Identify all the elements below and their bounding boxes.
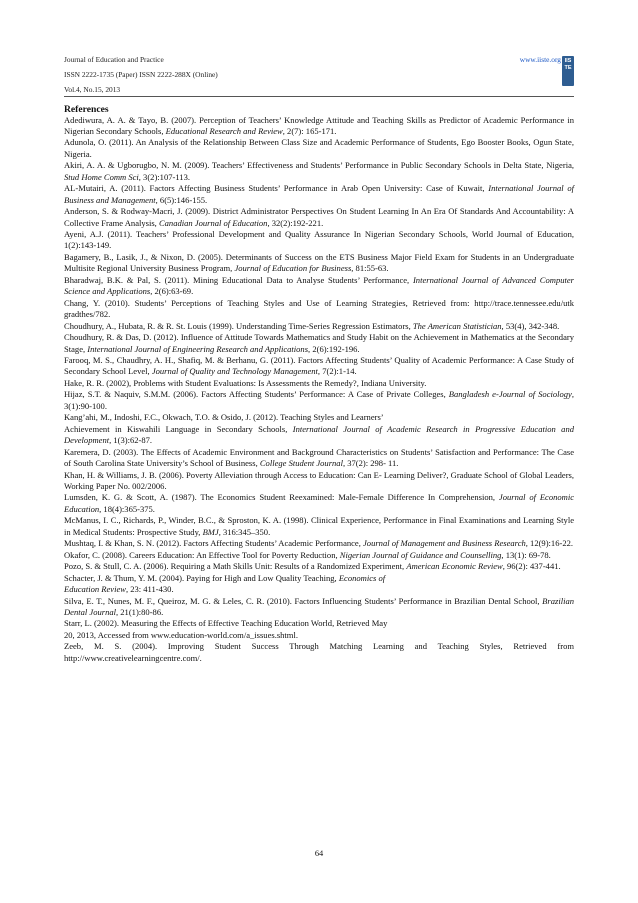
reference-text: , 3(1):90-100.	[64, 389, 574, 411]
reference-text: Adunola, O. (2011). An Analysis of the Relationship Between Class Size and Academic Performance of Students, Ego Booster Books, Ogun State, Nigeria.	[64, 137, 574, 159]
reference-entry	[64, 332, 574, 355]
reference-source-title: College Student Journal	[259, 458, 343, 469]
reference-entry	[64, 424, 574, 447]
reference-text: Anderson, S. & Rodway-Macri, J. (2009). District Administrator Perspectives On Student Learning In An Era Of Standards And Accountability: A Collective Frame Analysis,	[64, 206, 574, 228]
reference-text: , 96(2): 437-441.	[502, 561, 561, 572]
reference-source-title: American Economic Review	[406, 561, 503, 572]
reference-text: Okafor, C. (2008). Careers Education: An Effective Tool for Poverty Reduction,	[64, 549, 340, 560]
reference-text: Ayeni, A.J. (2011). Teachers’ Professional Development and Quality Assurance In Nigerian Secondary Schools, World Journal of Education, 1(2):143-149.	[64, 229, 574, 251]
reference-text: , 81:55-63.	[351, 263, 389, 274]
reference-text: , 23: 411-430.	[125, 584, 174, 595]
references-heading: References	[64, 104, 109, 115]
reference-source-title: International Journal of Academic Research in Progressive Education and Development	[64, 423, 574, 446]
reference-source-title: Economics of	[338, 572, 386, 583]
reference-text: Farooq, M. S., Chaudhry, A. H., Shafiq, M. & Berhanu, G. (2011). Factors Affecting Students’ Quality of Academic Performance: A Case Study of Secondary School Level,	[64, 355, 574, 377]
reference-text: AL-Mutairi, A. (2011). Factors Affecting Business Students’ Performance in Arab Open University: Case of Kuwait,	[64, 183, 489, 194]
journal-title: Journal of Education and Practice	[64, 55, 164, 64]
reference-entry	[64, 561, 574, 572]
reference-source-title: Canadian Journal of Education	[158, 217, 268, 228]
reference-text: Pozo, S. & Stull, C. A. (2006). Requiring a Math Skills Unit: Results of a Randomized Experiment,	[64, 561, 407, 572]
reference-entry	[64, 596, 574, 619]
reference-text: , 2(7): 165-171.	[282, 125, 337, 136]
reference-entry	[64, 321, 574, 332]
reference-source-title: Journal of Management and Business Research	[363, 538, 526, 549]
reference-source-title: Nigerian Journal of Guidance and Counselling	[339, 549, 502, 560]
iiste-logo	[562, 56, 574, 86]
reference-entry	[64, 492, 574, 515]
reference-entry	[64, 470, 574, 493]
reference-entry	[64, 618, 574, 641]
reference-text: Chang, Y. (2010). Students’ Perceptions of Teaching Styles and Use of Learning Strategies, Retrieved from: http://trace.tennessee.edu/utk gradthes/782.	[64, 297, 574, 320]
reference-text: Bharadwaj, B.K. & Pal, S. (2011). Mining Educational Data to Analyse Students’ Performance,	[64, 274, 413, 285]
reference-entry	[64, 412, 574, 423]
reference-text: Hijaz, S.T. & Naquiv, S.M.M. (2006). Factors Affecting Students’ Performance: A Case of Private Colleges,	[64, 389, 449, 400]
reference-source-title: BMJ	[202, 526, 219, 537]
reference-entry	[64, 515, 574, 538]
reference-entry	[64, 378, 574, 389]
reference-source-title: International Journal of Engineering Research and Applications	[87, 343, 309, 354]
reference-text: Zeeb, M. S. (2004). Improving Student Success Through Matching Learning and Teaching Styles, Retrieved from http://www.creativelearningcentre.com/.	[64, 641, 574, 663]
reference-entry	[64, 115, 574, 138]
volume-line: Vol.4, No.15, 2013	[64, 85, 121, 94]
reference-text: , 6(5):146-155.	[155, 194, 208, 205]
reference-list	[64, 115, 574, 665]
reference-source-title: International Journal of Business and Management	[64, 183, 574, 205]
reference-source-title: The American Statistician	[412, 320, 502, 331]
reference-text: Kang’ahi, M., Indoshi, F.C., Okwach, T.O. & Osido, J. (2012). Teaching Styles and Learners’	[64, 412, 384, 423]
reference-text: Hake, R. R. (2002), Problems with Student Evaluations: Is Assessments the Remedy?, Indiana University.	[64, 377, 427, 388]
reference-source-title: Brazilian Dental Journal	[64, 595, 574, 617]
reference-entry	[64, 355, 574, 378]
reference-entry	[64, 641, 574, 664]
reference-entry	[64, 252, 574, 275]
reference-text: , 2(6):63-69.	[150, 286, 194, 297]
reference-text: Adediwura, A. A. & Tayo, B. (2007). Perception of Teachers’ Knowledge Attitude and Teaching Skills as Predictor of Academic Performance in Nigerian Secondary Schools,	[64, 114, 574, 136]
reference-text: , 37(2): 298- 11.	[342, 458, 399, 469]
reference-text: , 3(2):107-113.	[138, 171, 190, 182]
reference-entry	[64, 573, 574, 596]
reference-text: Starr, L. (2002). Measuring the Effects of Effective Teaching Education World, Retrieved May	[64, 618, 388, 629]
reference-entry	[64, 550, 574, 561]
reference-source-title: Stud Home Comm Sci	[64, 171, 139, 182]
journal-website-link[interactable]: www.iiste.org	[519, 55, 561, 64]
reference-entry	[64, 447, 574, 470]
reference-entry	[64, 183, 574, 206]
reference-text: Bagamery, B., Lasik, J., & Nixon, D. (2005). Determinants of Success on the ETS Business Major Field Exam for Students in an Undergraduate Multisite Regional University Business Program,	[64, 251, 574, 274]
reference-entry	[64, 275, 574, 298]
reference-entry	[64, 160, 574, 183]
reference-entry	[64, 538, 574, 549]
header-divider	[64, 96, 574, 97]
reference-entry	[64, 137, 574, 160]
reference-text: 20, 2013, Accessed from www.education-world.com/a_issues.shtml.	[64, 629, 298, 640]
reference-text: , 32(2):192-221.	[267, 217, 324, 228]
reference-text: , 18(4):365-375.	[99, 503, 155, 514]
reference-source-title: Journal of Quality and Technology Management	[151, 366, 318, 377]
reference-text: Choudhury, R. & Das, D. (2012). Influence of Attitude Towards Mathematics and Study Habit on the Achievement in Mathematics at the Secondary Stage,	[64, 332, 574, 354]
reference-source-title: Journal of Economic Education	[64, 492, 574, 514]
reference-text: , 13(1): 69-78.	[501, 549, 551, 560]
reference-entry	[64, 206, 574, 229]
logo-text: IISTE	[564, 58, 572, 71]
reference-text: Achievement in Kiswahili Language in Secondary Schools,	[64, 423, 293, 434]
reference-source-title: Journal of Education for Business	[234, 263, 352, 274]
page-number: 64	[314, 849, 324, 858]
reference-text: Schacter, J. & Thum, Y. M. (2004). Paying for High and Low Quality Teaching,	[64, 572, 339, 583]
reference-entry	[64, 229, 574, 252]
reference-source-title: Educational Research and Review	[165, 125, 283, 136]
reference-text: Mushtaq, I. & Khan, S. N. (2012). Factors Affecting Students’ Academic Performance,	[64, 538, 363, 549]
reference-source-title: Education Review	[64, 584, 126, 595]
reference-entry	[64, 298, 574, 321]
issn-line: ISSN 2222-1735 (Paper) ISSN 2222-288X (Online)	[64, 70, 218, 79]
reference-entry	[64, 389, 574, 412]
reference-text: , 53(4), 342-348.	[501, 320, 560, 331]
reference-text: Lumsden, K. G. & Scott, A. (1987). The Economics Student Reexamined: Male-Female Difference In Comprehension,	[64, 492, 499, 503]
reference-text: Silva, E. T., Nunes, M. F., Queiroz, M. G. & Leles, C. R. (2010). Factors Influencing Students’ Performance in Brazilian Dental School,	[64, 595, 543, 606]
reference-text: , 21(1):80-86.	[116, 606, 164, 617]
reference-text: Akiri, A. A. & Ugborugbo, N. M. (2009). Teachers’ Effectiveness and Students’ Performance in Public Secondary Schools in Delta State, Nigeria,	[64, 160, 574, 171]
reference-text: Choudhury, A., Hubata, R. & R. St. Louis (1999). Understanding Time-Series Regression Estimators,	[64, 320, 413, 331]
reference-text: , 2(6):192-196.	[308, 343, 360, 354]
reference-text: , 316:345–350.	[218, 526, 271, 537]
reference-text: , 12(9):16-22.	[525, 538, 574, 549]
reference-text: Karemera, D. (2003). The Effects of Academic Environment and Background Characteristics on Students’ Satisfaction and Performance: The Case of South Carolina State University’s School of Business,	[64, 446, 574, 469]
reference-text: , 1(3):62-87.	[109, 435, 153, 446]
reference-text: , 7(2):1-14.	[317, 366, 357, 377]
reference-text: Khan, H. & Williams, J. B. (2006). Poverty Alleviation through Access to Education: Can E- Learning Deliver?, Graduate School of Global Leaders, Working Paper No. 002/2006.	[64, 469, 574, 491]
reference-source-title: International Journal of Advanced Computer Science and Applications	[64, 274, 574, 297]
reference-source-title: Bangladesh e-Journal of Sociology	[448, 389, 572, 400]
reference-text: McManus, I. C., Richards, P., Winder, B.C., & Sproston, K. A. (1998). Clinical Experience, Performance in Final Examinations and Learning Style in Medical Students: Prospective Study,	[64, 515, 574, 537]
